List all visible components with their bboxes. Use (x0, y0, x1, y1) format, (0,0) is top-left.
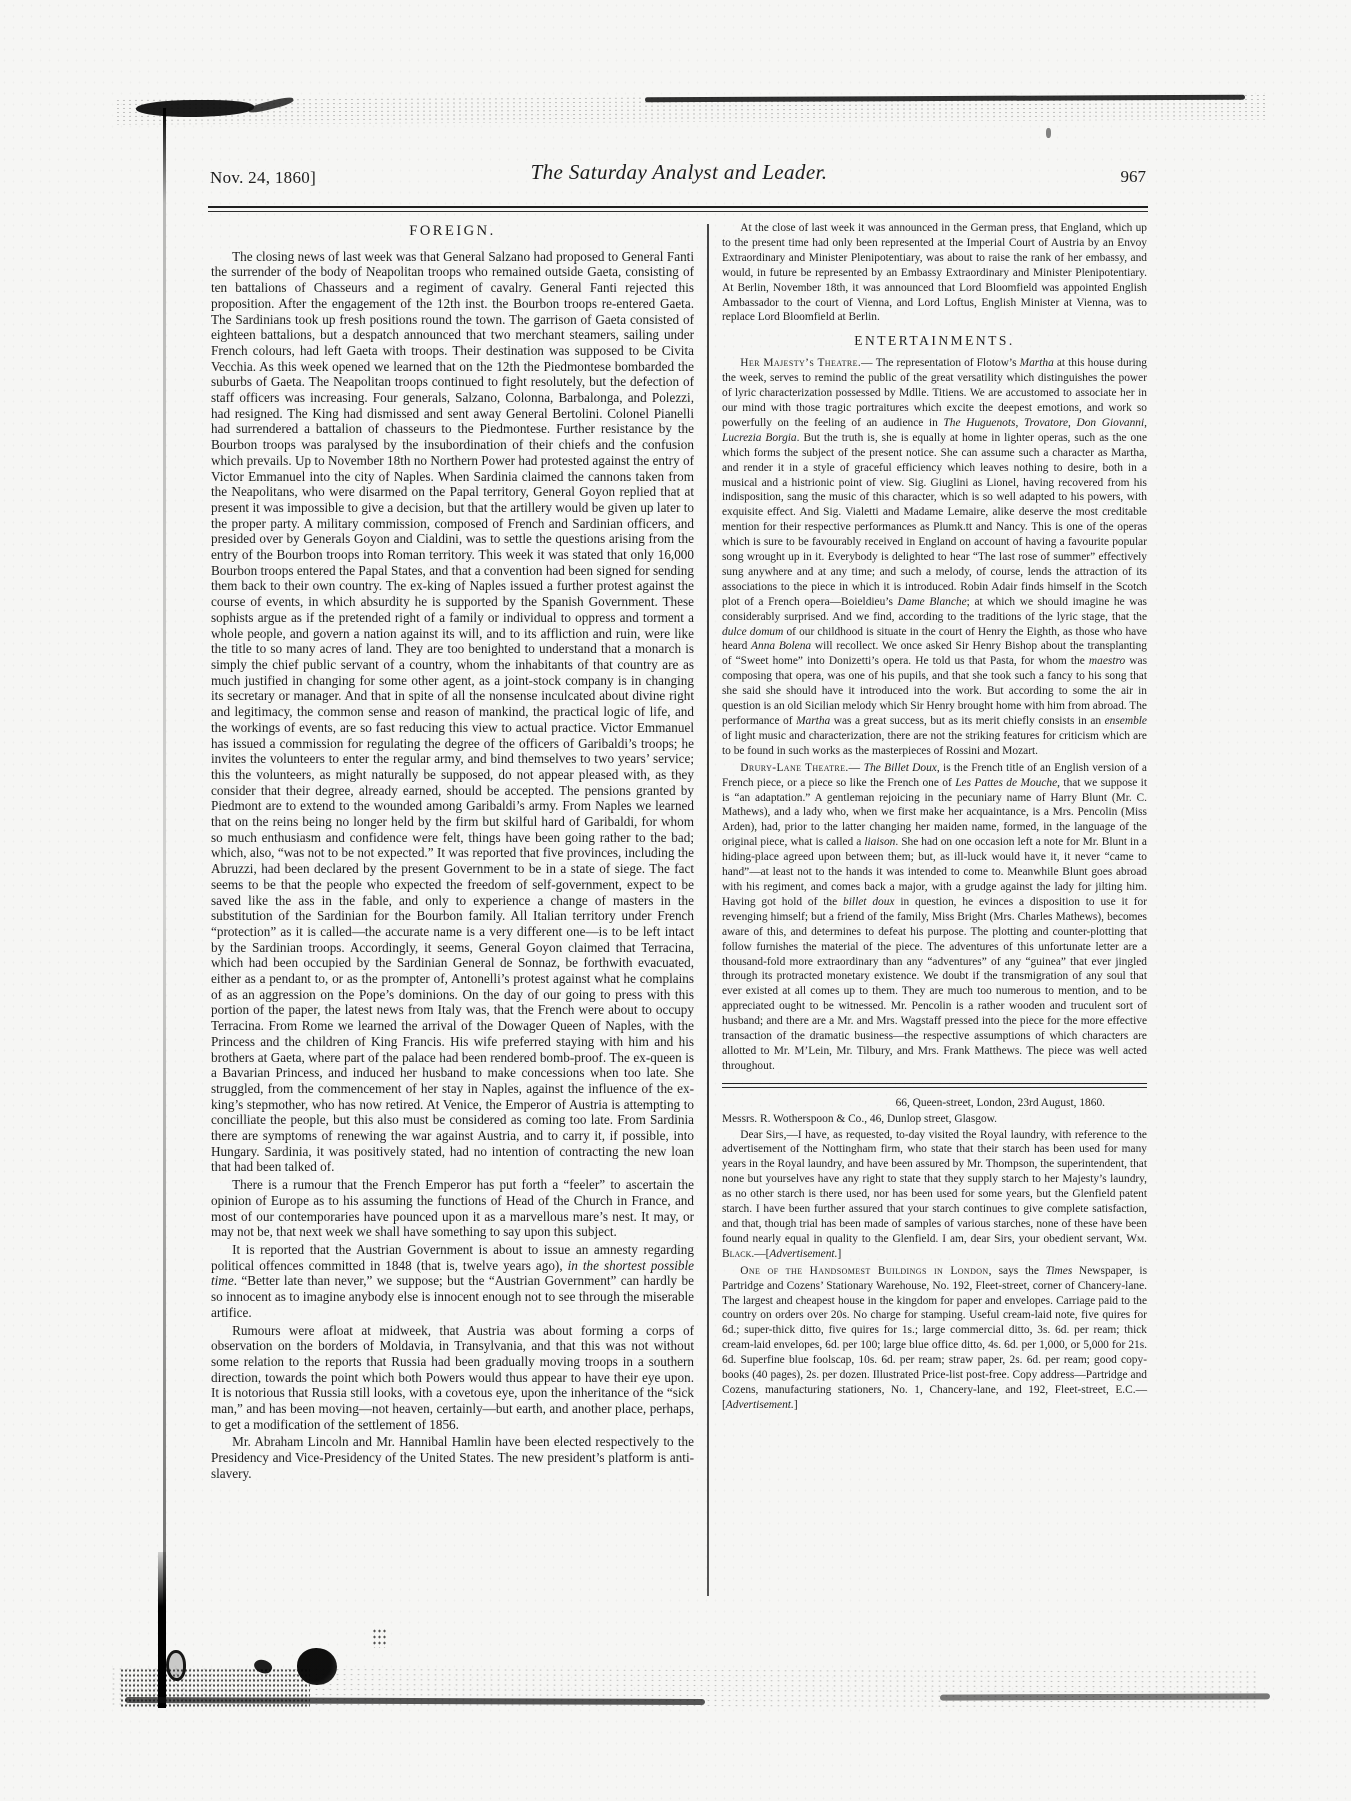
paragraph: Her Majesty’s Theatre.— The representation of Flotow’s Martha at this house during the week, serves to remind the public of the great versatility which distinguishes the power of lyric characterization possessed by Mdlle. Titiens. We are accustomed to associate her in our mind with those tragic portraitures which excite the deepest emotions, and work so powerfully on the feeling of an audience in The Huguenots, Trovatore, Don Giovanni, Lucrezia Borgia. But the truth is, she is equally at home in lighter operas, such as the one which forms the subject of the present notice. She can assume such a character as Martha, and render it in a style of graceful efficiency which leaves nothing to desire, both in a musical and a histrionic point of view. Sig. Giuglini as Lionel, having recovered from his indisposition, sang the music of this character, which is so well adapted to his powers, with exquisite effect. And Sig. Vialetti and Madame Lemaire, alike deserve the most creditable mention for their respective performances as Plumk.tt and Nancy. This is one of the operas which is sure to be favourably received in England on account of having a favourite popular song wrought up in it. Everybody is delighted to hear “The last rose of summer” effectively sung anywhere and at any time; and such a melody, of course, lends the attraction of its associations to the piece in which it is introduced. Robin Adair finds himself in the Scotch plot of a French opera—Boieldieu’s Dame Blanche; at which we should imagine he was considerably surprised. And we find, according to the traditions of the lyric stage, that the dulce domum of our childhood is situate in the court of Henry the Eighth, as those who have heard Anna Bolena will recollect. We once asked Sir Henry Bishop about the transplanting of “Sweet home” into Donizetti’s opera. He told us that Pasta, for whom the maestro was composing that opera, was one of his pupils, and that she took such a fancy to his song that she said she should have it introduced into the work. But according to some the air in question is an old Sicilian melody which Sir Henry brought home with him from abroad. The performance of Martha was a great success, but as its merit chiefly consists in an ensemble of light music and characterization, there are not the striking features for criticism which are to be found in such works as the masterpieces of Rossini and Mozart. (722, 357, 1148, 757)
foreign-section-heading: FOREIGN. (409, 223, 496, 239)
paragraph: It is reported that the Austrian Government is about to issue an amnesty regarding political offences committed in 1848 (that is, twelve years ago), in the shortest possible time. “Better late than never,” we suppose; but the “Austrian Government” can hardly be so innocent as to imagine anybody else is innocent enough not to see through the miserable artifice. (211, 1242, 694, 1320)
scan-ink-blob-top-left (136, 100, 254, 117)
paragraph: At the close of last week it was announced in the German press, that England, which up to the present time had only been represented at the Imperial Court of Austria by an Envoy Extraordinary and Minister Plenipotentiary, was about to raise the rank of her embassy, and would, in future be represented by an Embassy Extraordinary and Minister Plenipotentiary. At Berlin, November 18th, it was announced that Lord Bloomfield was appointed English Ambassador to the court of Vienna, and Lord Loftus, English Minister at Vienna, was to replace Lord Bloomfield at Berlin. (722, 222, 1147, 324)
issue-date: Nov. 24, 1860] (210, 168, 317, 187)
paragraph: The closing news of last week was that General Salzano had proposed to General Fanti the surrender of the body of Neapolitan troops who remained outside Gaeta, consisting of ten battalions of Chasseurs and a regiment of cavalry. General Fanti rejected this proposition. After the engagement of the 12th inst. the Bourbon troops re-entered Gaeta. The Sardinians took up fresh positions round the town. The garrison of Gaeta consisted of eighteen battalions, but a despatch announced that two merchant steamers, sailing under French colours, had left Gaeta with troops. Their destination was supposed to be Civita Vecchia. As this week opened we learned that on the 12th the Piedmontese bombarded the suburbs of Gaeta. The Neapolitan troops continued to fight resolutely, but the defection of staff officers was increasing. Four generals, Salzano, Colonna, Barbalonga, and Polezzi, had resigned. The King had dismissed and sent away General Bertolini. Colonel Pianelli had surrendered a battalion of chasseurs to the Piedmontese. Further resistance by the Bourbon troops was paralysed by the insubordination of their chiefs and the confusion which prevails. Up to November 18th no Northern Power had protested against the entry of Victor Emmanuel into the city of Naples. When Sardinia claimed the cannons taken from the Neapolitans, who were disarmed on the Papal territory, General Goyon replied that at present it was impossible to give a decision, but that the artillery would be given up later to the proper party. A military commission, composed of French and Sardinian officers, and presided over by Generals Goyon and Cialdini, was to settle the questions arising from the entry of the Bourbon troops into Roman territory. This week it was stated that only 16,000 Bourbon troops entered the Papal States, and that a convention had been signed for sending them back to their own country. The ex-king of Naples issued a further protest against the course of events, in which absurdity he is supported by the Spanish Government. These sophists argue as if the pretended right of a family or individual to oppress and torment a whole people, and govern a nation against its will, and to its affliction and ruin, were like the title to so many acres of land. They are too benighted to understand that a monarch is simply the chief public servant of a country, whom the inhabitants of that country are as much justified in changing for some other agent, as a joint-stock company is in changing its secretary or manager. And that in spite of all the nonsense inculcated about divine right and legitimacy, the common sense and reason of mankind, the practical logic of life, and the workings of events, are so fast reducing this view to actual practice. Victor Emmanuel has issued a commission for regulating the degree of the officers of Garibaldi’s troops; he invites the volunteers to enter the regular army, and bind themselves to two years’ service; this the volunteers, as might naturally be supposed, do not appear pleased with, as they consider that their degree, already earned, should be accepted. The pensions granted by Piedmont are to extend to the wounded among Garibaldi’s army. From Naples we learned that on the reins being no longer held by the firm but skilful hard of Garibaldi, for whom so much enthusiasm and confidence were felt, things have been going rather to the bad; which, also, “was not to be not expected.” It was reported that five provinces, including the Abruzzi, had been declared by the present Government to be in a state of siege. The fact seems to be that the people who expected the freedom of self-government, expect to be saved like the ass in the fable, and only to experience a change of masters in the substitution of the Sardinian for the Bourbon family. All Italian territory under French “protection” as it is called—the accurate name is a very different one—is to be left intact by the Sardinian troops. Accordingly, it seems, General Goyon claimed that Terracina, which had been occupied by the Sardinian General de Sonnaz, be forthwith evacuated, either as a pendant to, or as the prompter of, Antonelli’s protest against what he complains of as an aggression on the Pope’s dominions. On the day of our going to press with this portion of the paper, the latest news from Italy was, that the French were about to occupy Terracina. From Rome we learned the arrival of the Dowager Queen of Naples, with the Princess and the children of King Francis. His wife preferred staying with him and his brothers at Gaeta, where part of the palace had been rendered bomb-proof. The ex-queen is a Bavarian Princess, and induced her husband to make concessions when too late. She struggled, from the commencement of her stay in Naples, against the influence of the ex-king’s stepmother, who has now retired. At Venice, the Emperor of Austria is attempting to concilliate the people, but this also must be considered as coming too late. From Sardinia there are symptoms of renewing the war against Austria, and to carry it, if possible, into Hungary. Sardinia, it was positively stated, had no intention of contracting the new loan that had been talked of. (211, 248, 694, 1175)
letter-dateline: 66, Queen-street, London, 23rd August, 1860. (895, 1096, 1105, 1109)
scan-smudge-bottom-streak-left (125, 1697, 705, 1705)
paragraph: Drury-Lane Theatre.— The Billet Doux, is the French title of an English version of a French piece, or a piece so like the French one of Les Pattes de Mouche, that we suppose it is “an adaptation.” A gentleman rejoicing in the pecuniary name of Harry Blunt (Mr. C. Mathews), and a lady who, when we first make her acquaintance, is a Mrs. Pencolin (Miss Arden), had, prior to the latter changing her maiden name, formed, in the language of the original piece, what is called a liaison. She had on one occasion left a note for Mr. Blunt in a hiding-place agreed upon between them; but, as ill-luck would have it, it never “came to hand”—at least not to the hands it was intended to come to. Meanwhile Blunt goes abroad with his regiment, and comes back a major, with a grudge against the lady for jilting him. Having got hold of the billet doux in question, he evinces a disposition to use it for revenging himself; but a friend of the family, Miss Bright (Mrs. Charles Mathews), becomes aware of this, and determines to defeat his purpose. The plotting and counter-plotting that follow furnishes the material of the piece. The adventures of this unfortunate letter are a thousand-fold more extraordinary than any “adventures” of any “guinea” that ever jingled through its protracted monetary existence. We doubt if the transmigration of any soul that ever existed at all comes up to them. They are much too numerous to mention, and to be appreciated ought to be witnessed. Mr. Pencolin is a rather wooden and truculent sort of husband; and there are a Mr. and Mrs. Wagstaff pressed into the piece for the more effective transaction of the dramatic business—the respective assumptions of which characters are allotted to Mr. M’Lein, Mr. Tilbury, and Mrs. Frank Matthews. The piece was well acted throughout. (722, 761, 1148, 1072)
scan-ink-tail-top-left (248, 96, 295, 115)
letter-divider-rule (722, 1083, 1147, 1088)
paragraph-lead: One of the Handsomest Buildings in London, (740, 1264, 992, 1277)
column-divider-rule (707, 224, 709, 1596)
letter-addressee: Messrs. R. Wotherspoon & Co., 46, Dunlop street, Glasgow. (722, 1112, 997, 1125)
newspaper-title: The Saturday Analyst and Leader. (530, 160, 828, 184)
scan-fold-line-bottom (158, 1552, 166, 1708)
page-number: 967 (1120, 167, 1146, 186)
scan-speck-top-right (1046, 128, 1051, 138)
foreign-paragraphs (211, 249, 694, 1482)
entertainments-paragraphs (722, 356, 1147, 1074)
paragraph: There is a rumour that the French Emperor has put forth a “feeler” to ascertain the opinion of Europe as to his assuming the functions of Head of the Church in France, and most of our contemporaries have pounced upon it as a marvellous mare’s nest. It may, or may not be, that next week we shall have something to say upon this subject. (211, 1177, 694, 1240)
paragraph-lead: Her Majesty’s Theatre.— (740, 357, 873, 370)
advert-paragraphs (722, 1264, 1147, 1413)
paragraph: Mr. Abraham Lincoln and Mr. Hannibal Hamlin have been elected respectively to the Presidency and Vice-Presidency of the United States. The new president’s platform is anti-slavery. (211, 1434, 694, 1481)
letter-body: Dear Sirs,—I have, as requested, to-day visited the Royal laundry, with reference to the advertisement of the Nottingham firm, who state that their starch has been used for many years in the Royal laundry, and have been assured by Mr. Thompson, the superintendent, that none but yourselves have any right to state that they supply starch to her Majesty’s laundry, as no other starch is there used, nor has been used for some years, but the Glenfield patent starch. I have been further assured that your starch continues to give complete satisfaction, and that, though trial has been made of samples of various starches, none of these have been found nearly equal in quality to the Glenfield. I am, dear Sirs, your obedient servant, Wm. Black.—[Advertisement.] (722, 1128, 1147, 1260)
header-double-rule (208, 206, 1148, 212)
scan-smudge-bottom-left (120, 1668, 310, 1708)
entertainments-section-heading: ENTERTAINMENTS. (854, 333, 1015, 349)
left-column (211, 221, 694, 1484)
page-fold-line (163, 108, 166, 1708)
ink-blob-large (297, 1648, 337, 1685)
ink-blob-tick (252, 1657, 274, 1677)
testimonial-letter (722, 1096, 1147, 1262)
page-header (210, 160, 1148, 200)
paragraph: One of the Handsomest Buildings in London, says the Times Newspaper, is Partridge and Cozens’ Stationary Warehouse, No. 192, Fleet-street, corner of Chancery-lane. The largest and cheapest house in the kingdom for paper and envelopes. Carriage paid to the country on orders over 20s. No charge for stamping. Useful cream-laid note, five quires for 6d.; super-thick ditto, five quires for 1s.; large commercial ditto, 3s. 6d. per ream; thick cream-laid envelopes, 6d. per 100; large blue office ditto, 4s. 6d. per 1,000, or 5,000 for 21s. 6d. Superfine blue foolscap, 10s. 6d. per ream; straw paper, 2s. 6d. per ream; good copy-books (40 pages), 2s. per dozen. Illustrated Price-list post-free. Copy address—Partridge and Cozens, manufacturing stationers, No. 1, Chancery-lane, and 192, Fleet-street, E.C.—[Advertisement.] (722, 1264, 1148, 1411)
scan-smudge-bottom-speckle (110, 1666, 1260, 1709)
ink-blob-balloon (166, 1650, 186, 1681)
paragraph-lead: Drury-Lane Theatre.— (740, 761, 861, 774)
ink-speckles (372, 1628, 388, 1648)
scan-smudge-bottom-streak-right (940, 1693, 1270, 1700)
paragraph: Rumours were afloat at midweek, that Austria was about forming a corps of observation on the borders of Moldavia, in Transylvania, and that this was not without some relation to the reports that Russia had been gradually moving troops in a southern direction, towards the point which both Powers would thus appear to have their eye upon. It is notorious that Russia still looks, with a covetous eye, upon the inheritance of the “sick man,” and has been moving—not heaven, certainly—but earth, and another place, perhaps, to get a modification of the settlement of 1856. (211, 1322, 694, 1432)
scan-smudge-top-streak (645, 95, 1245, 103)
diplomacy-paragraphs (722, 221, 1147, 325)
scan-smudge-top-speckle (115, 93, 1265, 124)
right-column (722, 221, 1147, 1415)
